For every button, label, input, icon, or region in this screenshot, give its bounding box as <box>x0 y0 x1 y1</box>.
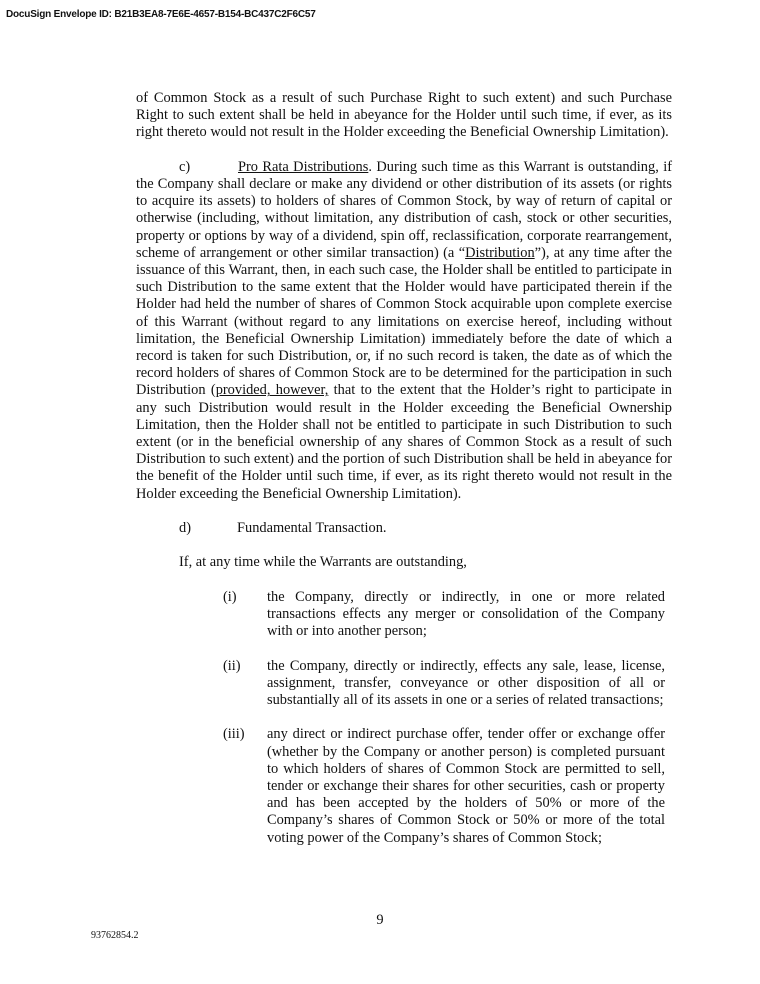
section-d-title: Fundamental Transaction. <box>237 520 387 537</box>
section-c-text-1: . During such time as this Warrant is outstanding, if the Company shall declare or make any dividend or other distribution of its assets (or rights to acquire its assets) to holders of shares of Common Stock, by way of return of capital or otherwise (including, without limitation, any distribution of cash, stock or other securities, property or options by way of a dividend, spin off, reclassification, corporate rearrangement, scheme of arrangement or other similar transaction) (a “ <box>136 158 672 261</box>
section-c-text-2: ”), at any time after the issuance of this Warrant, then, in each such case, the Holder shall be entitled to participate in such Distribution to the same extent that the Holder would have participated therein if the Holder had held the number of shares of Common Stock acquirable upon complete exercise of this Warrant (without regard to any limitations on exercise hereof, including without limitation, the Beneficial Ownership Limitation) immediately before the date of which a record is taken for such Distribution, or, if no such record is taken, the date as of which the record holders of shares of Common Stock are to be determined for the participation in such Distribution ( <box>136 244 672 399</box>
page-body <box>136 90 672 864</box>
continuation-paragraph: of Common Stock as a result of such Purchase Right to such extent) and such Purchase Right to such extent shall be held in abeyance for the Holder until such time, if ever, as its right thereto would not result in the Holder exceeding the Beneficial Ownership Limitation). <box>136 90 672 141</box>
list-item <box>136 726 672 846</box>
section-d-label: d) <box>179 520 191 537</box>
list-item-number: (i) <box>223 588 237 605</box>
list-item-text: the Company, directly or indirectly, in one or more related transactions effects any merger or consolidation of the Company with or into another person; <box>267 588 665 640</box>
list-item-text: any direct or indirect purchase offer, tender offer or exchange offer (whether by the Company or another person) is completed pursuant to which holders of shares of Common Stock are permitted to sell, tender or exchange their shares for other securities, cash or property and has been accepted by the holders of 50% or more of the Company’s shares of Common Stock or 50% or more of the total voting power of the Company’s shares of Common Stock; <box>267 726 665 846</box>
page-number: 9 <box>376 912 384 928</box>
section-d-heading <box>136 520 672 537</box>
list-item <box>136 658 672 710</box>
section-c-title: Pro Rata Distributions <box>238 158 369 175</box>
section-c-paragraph <box>136 159 672 503</box>
proviso-term: provided, however, <box>215 382 329 399</box>
document-code: 93762854.2 <box>91 930 139 941</box>
section-c-label: c) <box>179 158 191 175</box>
distribution-defined-term: Distribution <box>465 244 535 261</box>
section-c-text-3: that to the extent that the Holder’s right to participate in any such Distribution would result in the Holder exceeding the Beneficial Ownership Limitation, then the Holder shall not be entitled to participate in such Distribution to such extent (or in the beneficial ownership of any shares of Common Stock as a result of such Distribution to such extent) and the portion of such Distribution shall be held in abeyance for the benefit of the Holder until such time, if ever, as its right thereto would not result in the Holder exceeding the Beneficial Ownership Limitation). <box>136 382 673 502</box>
list-item-number: (iii) <box>223 726 245 743</box>
list-item <box>136 589 672 641</box>
list-item-text: the Company, directly or indirectly, effects any sale, lease, license, assignment, transfer, conveyance or other disposition of all or substantially all of its assets in one or a series of related transactions; <box>267 657 665 709</box>
envelope-id: DocuSign Envelope ID: B21B3EA8-7E6E-4657-B154-BC437C2F6C57 <box>6 9 316 20</box>
fundamental-transaction-intro: If, at any time while the Warrants are outstanding, <box>179 554 467 571</box>
list-item-number: (ii) <box>223 657 241 674</box>
